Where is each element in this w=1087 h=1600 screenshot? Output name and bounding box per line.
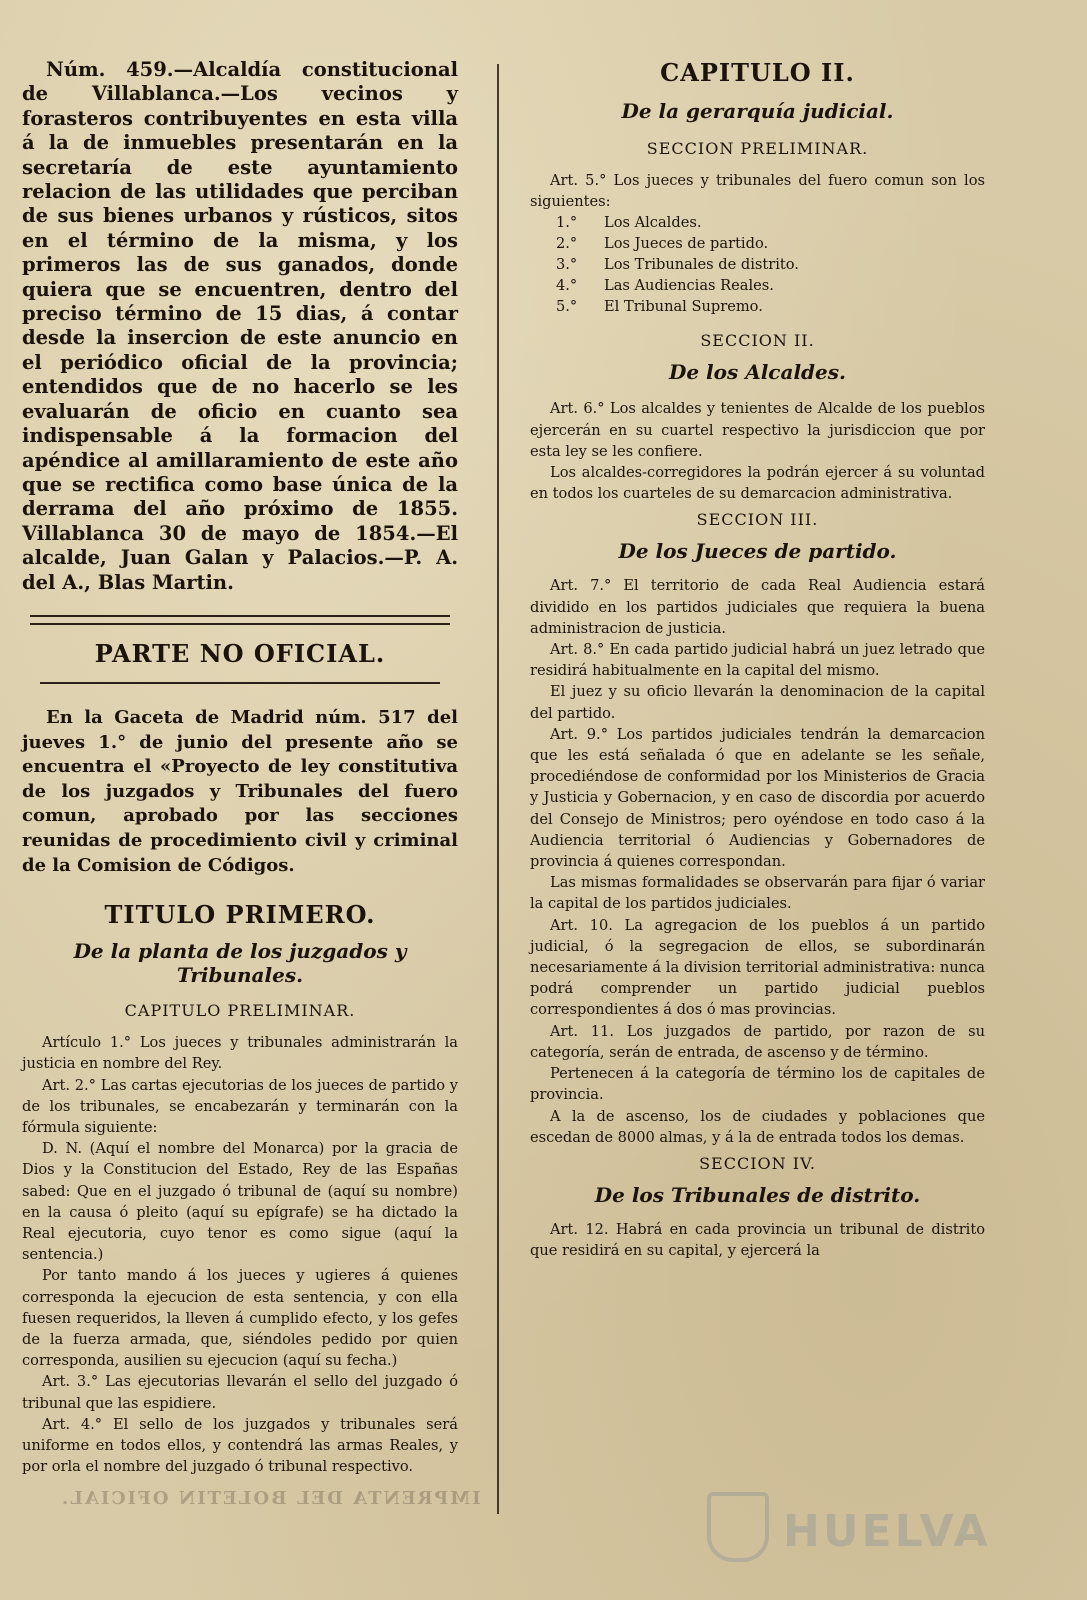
- article-12: Art. 12. Habrá en cada provincia un tribunal de distrito que residirá en su capital, y ejercerá la: [530, 1220, 985, 1260]
- column-divider: [497, 64, 499, 1514]
- article-11-paragraph-3: A la de ascenso, los de ciudades y poblaciones que escedan de 8000 almas, y á la de entrada todos los demas.: [530, 1107, 985, 1146]
- list-item: 3.° Los Tribunales de distrito.: [556, 256, 799, 274]
- seccion-preliminar-heading: SECCION PRELIMINAR.: [646, 139, 869, 158]
- archive-watermark: [707, 1492, 1007, 1562]
- villablanca-notice: Núm. 459.—Alcaldía constitucional de Villablanca.—Los vecinos y forasteros contribuyentes en esta villa á la de inmuebles presentarán en la secretaría de este ayuntamiento relacion de las utilidades que perciban de sus bienes urbanos y rústicos, sitos en el término de la misma, y los primeros las de sus ganados, donde quiera que se encuentren, dentro del preciso término de 15 dias, á contar desde la insercion de este anuncio en el periódico oficial de la provincia; entendidos que de no hacerlo se les evaluarán de oficio en cuanto sea indispensable á la formacion del apéndice al amillaramiento de este año que se rectifica como base única de la derrama del año próximo de 1855. Villablanca 30 de mayo de 1854.—El alcalde, Juan Galan y Palacios.—P. A. del A., Blas Martin.: [22, 58, 458, 594]
- seccion-iv-subheading: De los Tribunales de distrito.: [594, 1182, 921, 1207]
- seccion-iii-heading: SECCION III.: [696, 510, 819, 530]
- court-list: [530, 212, 985, 317]
- list-item: 1.° Los Alcaldes.: [556, 214, 702, 232]
- capitulo-ii-heading: CAPITULO II.: [660, 58, 855, 87]
- article-8: Art. 8.° En cada partido judicial habrá un juez letrado que residirá habitualmente en la capital del mismo.: [530, 641, 985, 680]
- list-item: 2.° Los Jueces de partido.: [556, 235, 769, 253]
- list-item: 4.° Las Audiencias Reales.: [556, 277, 774, 295]
- formula-paragraph-1: D. N. (Aquí el nombre del Monarca) por la gracia de Dios y la Constitucion del Estado, Rey de las Españas sabed: Que en el juzgado ó tribunal de (aquí su nombre) en la causa ó pleito (aquí su epígrafe) se ha dictado la Real ejecutoria, cuyo tenor es como sigue (aquí la sentencia.): [22, 1140, 458, 1264]
- seccion-ii-heading: SECCION II.: [700, 331, 815, 351]
- titulo-subheading: De la planta de los juzgados y Tribunales.: [73, 939, 407, 988]
- right-column: [530, 58, 985, 1261]
- article-5: Art. 5.° Los jueces y tribunales del fuero comun son los siguientes:: [530, 172, 985, 211]
- article-10: Art. 10. La agregacion de los pueblos á un partido judicial, ó la segregacion de ellos, se subordinarán necesariamente á la division territorial administrativa: nunca podrá comprender un partido judicial pueblos correspondientes á dos ó mas provincias.: [530, 916, 985, 1019]
- article-11: Art. 11. Los juzgados de partido, por razon de su categoría, serán de entrada, de ascenso y de término.: [530, 1022, 985, 1061]
- seccion-ii-subheading: De los Alcaldes.: [669, 360, 846, 385]
- seccion-iii-subheading: De los Jueces de partido.: [618, 539, 897, 564]
- article-6-paragraph-2: Los alcaldes-corregidores la podrán ejercer á su voluntad en todos los cuarteles de su demarcacion administrativa.: [530, 464, 985, 503]
- left-column: [22, 58, 458, 1477]
- article-7: Art. 7.° El territorio de cada Real Audiencia estará dividido en los partidos judiciales que requiera la buena administracion de justicia.: [530, 577, 985, 637]
- parte-no-oficial-heading: PARTE NO OFICIAL.: [94, 638, 386, 668]
- section-double-rule: [30, 615, 450, 625]
- capitulo-preliminar-heading: CAPITULO PRELIMINAR.: [124, 1001, 356, 1021]
- article-9-paragraph-2: Las mismas formalidades se observarán para fijar ó variar la capital de los partidos judiciales.: [530, 874, 985, 913]
- article-11-paragraph-2: Pertenecen á la categoría de término los de capitales de provincia.: [530, 1065, 985, 1104]
- gaceta-intro: En la Gaceta de Madrid núm. 517 del jueves 1.° de junio del presente año se encuentra el «Proyecto de ley constitutiva de los juzgados y Tribunales del fuero comun, aprobado por las secciones reunidas de procedimiento civil y criminal de la Comision de Códigos.: [22, 706, 458, 876]
- article-9: Art. 9.° Los partidos judiciales tendrán la demarcacion que les está señalada ó que en adelante se les señale, procediéndose de conformidad por los Ministerios de Gracia y Justicia y Gobernacion, y en caso de discordia por acuerdo del Consejo de Ministros; pero oyéndose en todo caso á la Audiencia territorial ó Audiencias y Gobernadores de provincia á quienes correspondan.: [530, 725, 985, 871]
- titulo-primero-heading: TITULO PRIMERO.: [104, 900, 376, 930]
- capitulo-ii-subheading: De la gerarquía judicial.: [621, 99, 894, 123]
- shield-icon: [707, 1492, 769, 1562]
- article-4: Art. 4.° El sello de los juzgados y tribunales será uniforme en todos ellos, y contendrá las armas Reales, y por orla el nombre del juzgado ó tribunal respectivo.: [22, 1415, 458, 1476]
- footer-bleed-through-text: IMPRENTA DEL BOLETIN OFICIAL.: [60, 1488, 481, 1509]
- article-6: Art. 6.° Los alcaldes y tenientes de Alcalde de los pueblos ejercerán en su cuartel respectivo la jurisdiccion que por esta ley se les confiere.: [530, 400, 985, 460]
- article-8-paragraph-2: El juez y su oficio llevarán la denominacion de la capital del partido.: [530, 683, 985, 722]
- article-1: Artículo 1.° Los jueces y tribunales administrarán la justicia en nombre del Rey.: [22, 1034, 458, 1073]
- watermark-text: HUELVA: [783, 1506, 991, 1557]
- formula-paragraph-2: Por tanto mando á los jueces y ugieres á quienes corresponda la ejecucion de esta sentencia, y con ella fuesen requeridos, la lleven á cumplido efecto, y los gefes de la fuerza armada, que, siéndoles pedido por quien corresponda, ausilien su ejecucion (aquí su fecha.): [22, 1267, 458, 1370]
- article-2: Art. 2.° Las cartas ejecutorias de los jueces de partido y de los tribunales, se encabezarán y terminarán con la fórmula siguiente:: [22, 1076, 458, 1136]
- list-item: 5.° El Tribunal Supremo.: [556, 298, 763, 316]
- article-3: Art. 3.° Las ejecutorias llevarán el sello del juzgado ó tribunal que las espidiere.: [22, 1373, 458, 1412]
- seccion-iv-heading: SECCION IV.: [699, 1153, 816, 1173]
